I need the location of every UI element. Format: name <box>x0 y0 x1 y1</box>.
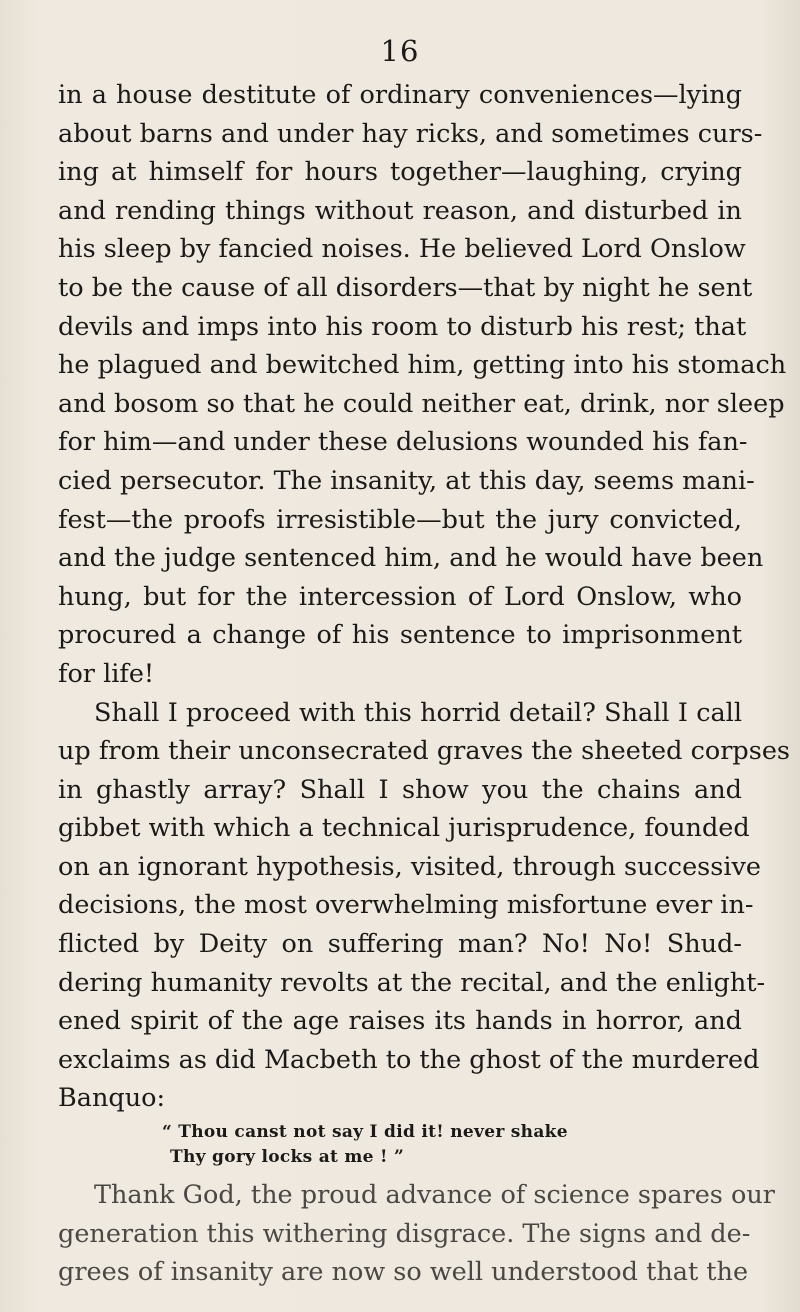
text-line: in a house destitute of ordinary conveniences—lying <box>58 80 742 110</box>
text-line: in ghastly array? Shall I show you the chains and <box>58 774 742 805</box>
text-line: up from their unconsecrated graves the sheeted corpses <box>58 736 790 767</box>
block-quote <box>58 1120 742 1170</box>
text-line: procured a change of his sentence to imprisonment <box>58 620 742 651</box>
quote-line: “ Thou canst not say I did it! never shake <box>162 1122 568 1143</box>
text-line: Shall I proceed with this horrid detail? Shall I call <box>94 697 742 728</box>
text-line: about barns and under hay ricks, and sometimes curs- <box>58 118 763 149</box>
text-line: hung, but for the intercession of Lord Onslow, who <box>58 581 742 612</box>
paragraph-2 <box>58 694 790 1119</box>
text-line: and the judge sentenced him, and he would have been <box>58 543 764 574</box>
text-line: and rending things without reason, and disturbed in <box>58 195 742 226</box>
text-line: grees of insanity are now so well understood that the <box>58 1257 749 1288</box>
text-line: to be the cause of all disorders—that by night he sent <box>58 272 753 303</box>
body-text <box>58 76 790 1292</box>
text-line: gibbet with which a technical jurisprudence, founded <box>58 813 750 844</box>
text-line: exclaims as did Macbeth to the ghost of the murdered <box>58 1044 760 1075</box>
text-line: dering humanity revolts at the recital, and the enlight- <box>58 967 766 998</box>
text-line: devils and imps into his room to disturb his rest; that <box>58 311 747 342</box>
text-line: decisions, the most overwhelming misfortune ever in- <box>58 890 754 921</box>
paragraph-3 <box>58 1176 775 1292</box>
text-line: generation this withering disgrace. The signs and de- <box>58 1218 751 1249</box>
text-line: ened spirit of the age raises its hands in horror, and <box>58 1006 742 1037</box>
text-line: ing at himself for hours together—laughing, crying <box>58 157 742 188</box>
text-line: for him—and under these delusions wounded his fan- <box>58 427 748 458</box>
paragraph-1 <box>58 76 787 694</box>
text-line: for life! <box>58 658 155 689</box>
text-line: fest—the proofs irresistible—but the jury convicted, <box>58 504 742 535</box>
text-line: and bosom so that he could neither eat, drink, nor sleep <box>58 388 785 419</box>
text-line: cied persecutor. The insanity, at this day, seems mani- <box>58 465 755 496</box>
text-line: on an ignorant hypothesis, visited, through successive <box>58 851 761 882</box>
text-line: Thank God, the proud advance of science spares our <box>94 1180 775 1211</box>
text-line: flicted by Deity on suffering man? No! No! Shud- <box>58 929 742 960</box>
text-line: he plagued and bewitched him, getting into his stomach <box>58 350 787 381</box>
text-line: Banquo: <box>58 1083 166 1114</box>
page-number: 16 <box>380 34 420 68</box>
text-line: his sleep by fancied noises. He believed Lord Onslow <box>58 234 746 265</box>
quote-line: Thy gory locks at me ! ” <box>170 1147 405 1168</box>
